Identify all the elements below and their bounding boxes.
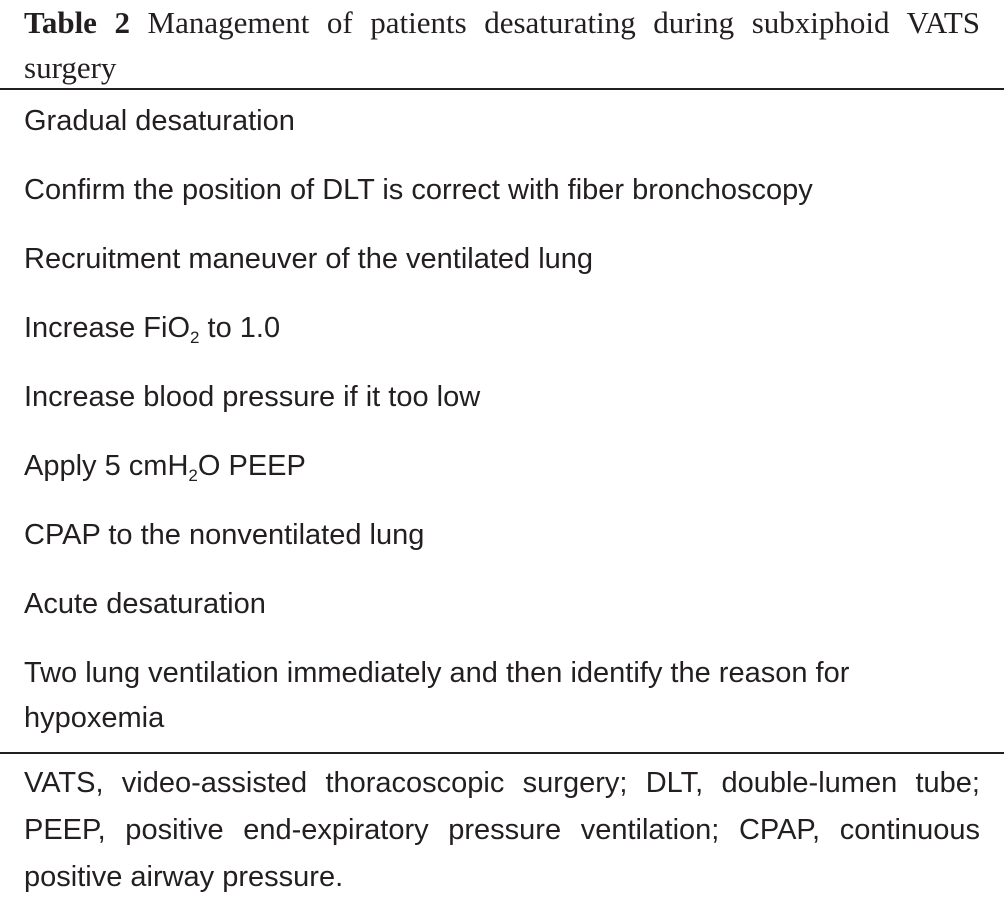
top-rule bbox=[0, 88, 1004, 90]
table-caption bbox=[24, 0, 980, 90]
table-row-recruitment: Recruitment maneuver of the ventilated lung bbox=[24, 243, 594, 275]
table-row-cpap: CPAP to the nonventilated lung bbox=[24, 519, 425, 551]
row-text-prefix: Apply 5 cmH bbox=[24, 450, 189, 482]
row-subscript: 2 bbox=[190, 328, 200, 347]
table-row-apply-peep bbox=[24, 444, 984, 489]
table-row-blood-pressure: Increase blood pressure if it too low bbox=[24, 381, 481, 413]
table-row-acute-desaturation: Acute desaturation bbox=[24, 588, 266, 620]
table-row-gradual-desaturation: Gradual desaturation bbox=[24, 105, 295, 137]
row-text-suffix: O PEEP bbox=[197, 450, 306, 482]
table-footnote: VATS, video-assisted thoracoscopic surgery; DLT, double-lumen tube; PEEP, positive end-expiratory pressure ventilation; CPAP, continuous positive airway pressure. bbox=[24, 767, 980, 893]
table-label: Table 2 bbox=[24, 5, 130, 40]
bottom-rule bbox=[0, 752, 1004, 754]
table-row-two-lung-ventilation: Two lung ventilation immediately and then identify the reason for hypoxemia bbox=[24, 657, 850, 734]
table-row-increase-fio2 bbox=[24, 306, 984, 351]
table-title: Management of patients desaturating during subxiphoid VATS surgery bbox=[24, 5, 981, 85]
table-row-confirm-dlt: Confirm the position of DLT is correct with fiber bronchoscopy bbox=[24, 174, 813, 206]
table-body bbox=[24, 99, 984, 741]
row-text-suffix: to 1.0 bbox=[199, 312, 281, 344]
row-subscript: 2 bbox=[188, 466, 198, 485]
row-text-prefix: Increase FiO bbox=[24, 312, 190, 344]
